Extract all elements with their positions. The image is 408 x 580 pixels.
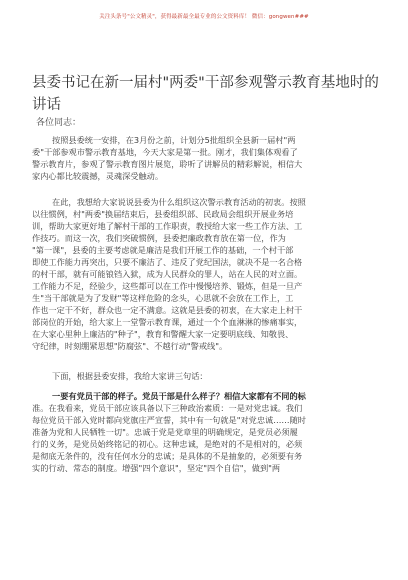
paragraph-3 [32, 370, 382, 382]
text-line: 是彻底无条件的，没有任何水分的忠诚；是具体的不是抽象的，必须要有务 [32, 451, 303, 461]
text-line: 以往惯例，村"两委"换届结束后，县委组织部、民政局会组织开展业务培 [32, 209, 294, 219]
text-line: 的村干部，就有可能锒铛入狱，成为人民群众的罪人，站在人民的对立面。 [32, 269, 303, 279]
text-line: 部岗位的开始，给大家上一堂警示教育课，通过一个个血淋淋的惨痛事实， [32, 317, 303, 327]
text-line: 警示教育片，参观了警示教育图片展览，聆听了讲解员的精彩解说，相信大 [32, 159, 303, 169]
text-line: 作也一定干不好，群众也一定不满意。这就是县委的初衷，在大家走上村干 [32, 305, 303, 315]
text-line: 委"干部参观市警示教育基地，今天大家是第一批。刚才，我们集体观看了 [32, 147, 298, 157]
text-line: 一要有党员干部的样子。党员干部是什么样子？相信大家都有不同的标 [52, 391, 306, 401]
text-line: 按照县委统一安排，在3月份之前，计划分5批组织全县新一届村"两 [52, 135, 296, 145]
text-line: 守纪律，时刻绷紧思想"防腐弦"、不越行动"警戒线"。 [32, 341, 228, 351]
text-line: 作技巧。而这一次，我们突破惯例，县委把廉政教育放在第一位，作为 [32, 233, 286, 243]
paragraph-2 [32, 196, 382, 352]
text-line: 在此，我想给大家说说县委为什么组织这次警示教育活动的初衷。按照 [52, 197, 306, 207]
text-line: "第一课"，县委的主要考虑就是廉洁是我们开展工作的基础，一个村干部 [32, 245, 294, 255]
salutation: 各位同志： [36, 118, 82, 128]
text-line: 行的义务，是党员始终铭记的初心。这种忠诚，是绝对的不是相对的，必须 [32, 439, 303, 449]
text-line: 准。在我看来，党员干部应该具备以下三种政治素质：一是对党忠诚。我们 [32, 403, 303, 413]
paragraph-1 [32, 134, 382, 182]
text-line: 工作能力不足，经验少，这些都可以在工作中慢慢培养、锻炼，但是一旦产 [32, 281, 303, 291]
text-line: 生"当干部就是为了发财"等这样危险的念头，心思就不会放在工作上，工 [32, 293, 294, 303]
text-line: 家内心都比较震撼，灵魂深受触动。 [32, 171, 164, 181]
text-line: 实的行动、常态的制度。增强"四个意识"，坚定"四个自信"，做到"两 [32, 463, 281, 473]
top-banner: 关注头条号"公文精灵"，获得最新最全最专业的公文资料库！ 微信：gongwen### [99, 14, 309, 20]
text-line: 准备为党和人民牺牲一切"。忠诚于党是党章里的明确规定，是党员必须履 [32, 427, 298, 437]
text-line: 即使工作能力再突出，只要不廉洁了、违反了党纪国法，就决不是一名合格 [32, 257, 303, 267]
document-title: 县委书记在新一届村"两委"干部参观警示教育基地时的讲话 [32, 74, 379, 113]
paragraph-4 [32, 390, 382, 474]
text-line: 每位党员干部入党时都向党旗庄严宣誓，其中有一句就是"对党忠诚……随时 [32, 415, 306, 425]
text-line: 训，帮助大家更好地了解村干部的工作职责，教授给大家一些工作方法、工 [32, 221, 303, 231]
text-line: 在大家心里种上廉洁的"种子"，教育和警醒大家一定要明底线、知敬畏、 [32, 329, 294, 339]
text-line: 下面，根据县委安排，我给大家讲三句话： [52, 371, 208, 381]
